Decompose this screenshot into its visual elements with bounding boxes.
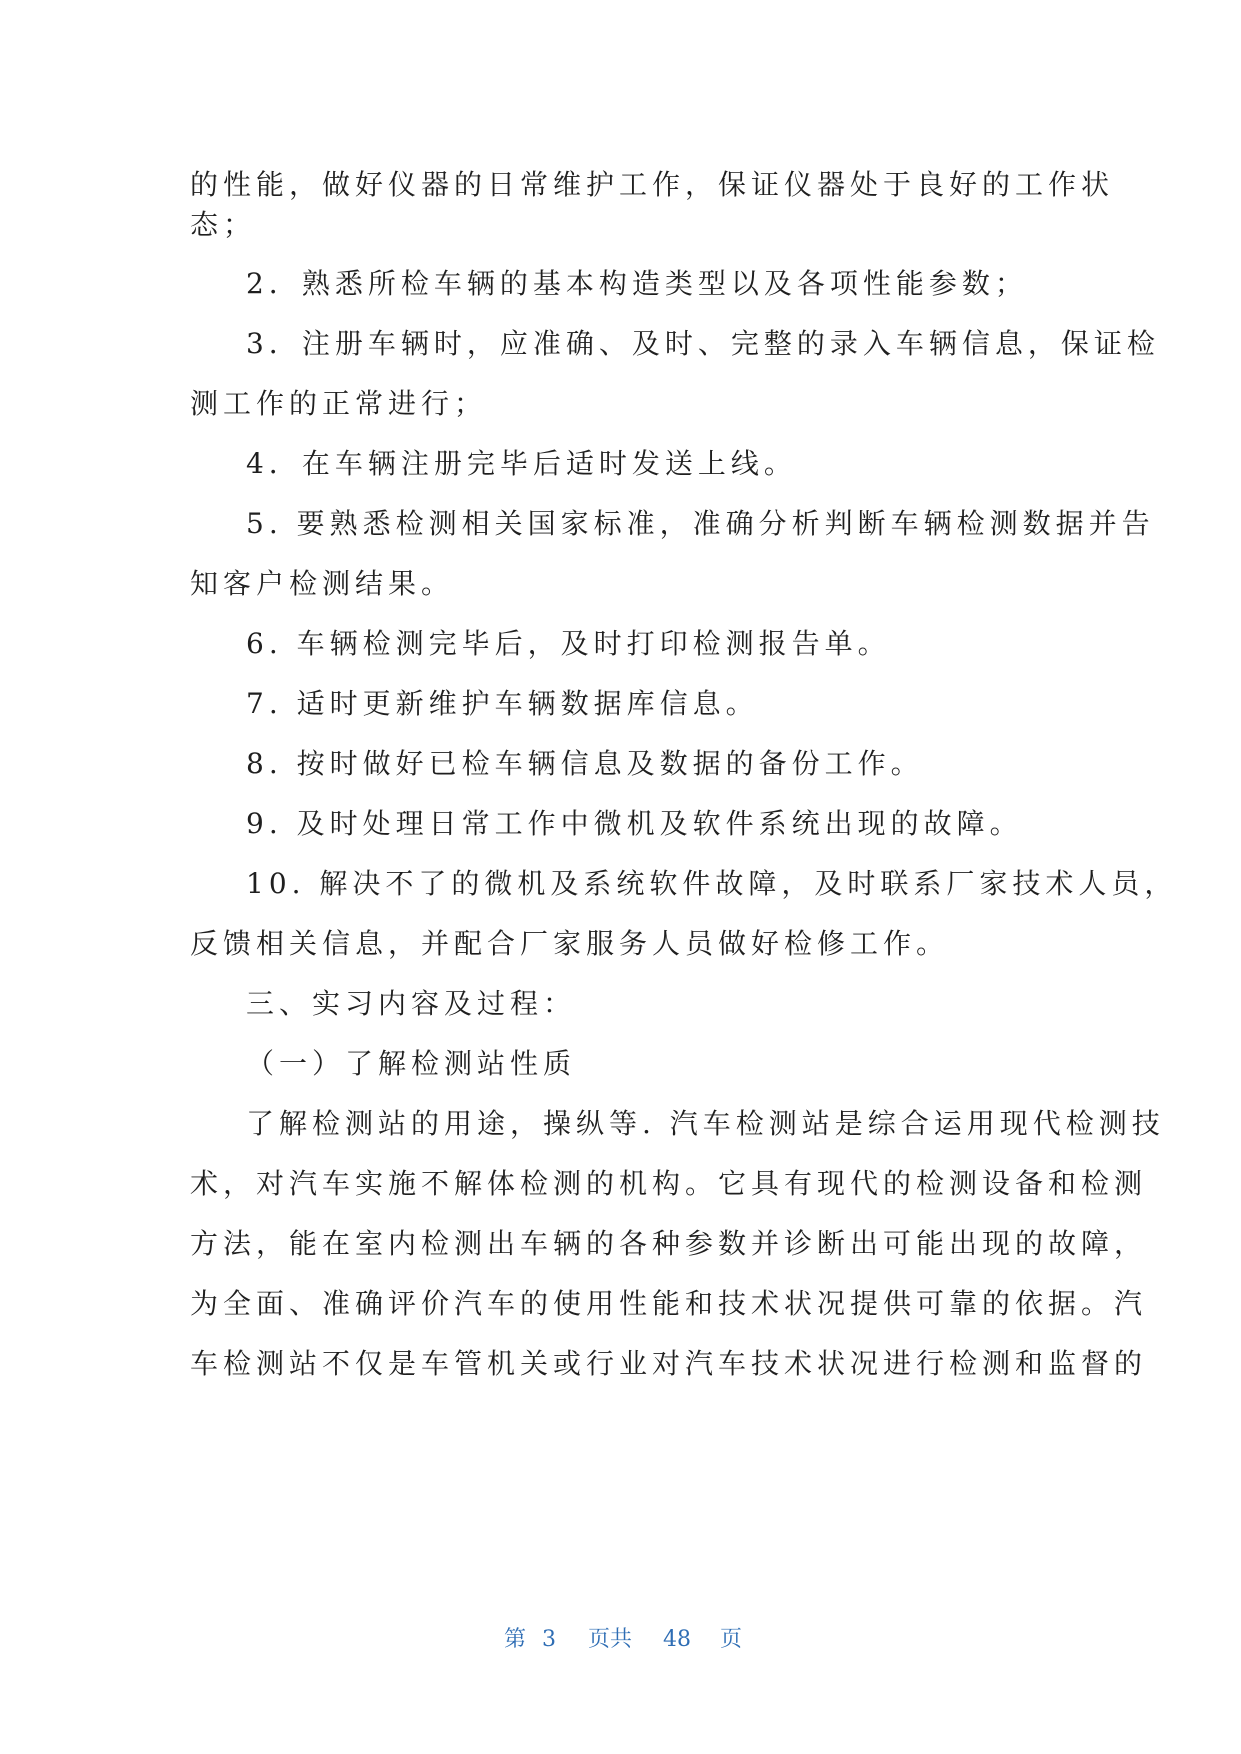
footer-prefix: 第 bbox=[504, 1627, 527, 1652]
footer-suffix: 页 bbox=[720, 1627, 743, 1652]
list-item-7: 7. 适时更新维护车辆数据库信息。 bbox=[246, 687, 759, 720]
list-item-8: 8. 按时做好已检车辆信息及数据的备份工作。 bbox=[246, 747, 924, 780]
text-line: 态； bbox=[190, 208, 257, 241]
paragraph-line: 为全面、准确评价汽车的使用性能和技术状况提供可靠的依据。汽 bbox=[190, 1287, 1148, 1320]
list-item-9: 9. 及时处理日常工作中微机及软件系统出现的故障。 bbox=[246, 807, 1023, 840]
list-item-5: 5. 要熟悉检测相关国家标准，准确分析判断车辆检测数据并告 bbox=[246, 507, 1155, 540]
paragraph-line: 方法，能在室内检测出车辆的各种参数并诊断出可能出现的故障， bbox=[190, 1227, 1148, 1260]
page-footer bbox=[0, 1620, 1241, 1660]
footer-mid: 页共 bbox=[588, 1627, 633, 1652]
paragraph-line: 车检测站不仅是车管机关或行业对汽车技术状况进行检测和监督的 bbox=[190, 1347, 1148, 1380]
text-line: 测工作的正常进行； bbox=[190, 387, 488, 420]
list-item-4: 4．在车辆注册完毕后适时发送上线。 bbox=[246, 447, 797, 480]
page-number: 3 bbox=[542, 1627, 556, 1652]
section-heading: 三、实习内容及过程： bbox=[246, 987, 577, 1020]
list-item-2: 2．熟悉所检车辆的基本构造类型以及各项性能参数； bbox=[246, 267, 1028, 300]
list-item-6: 6. 车辆检测完毕后，及时打印检测报告单。 bbox=[246, 627, 891, 660]
list-item-3: 3．注册车辆时，应准确、及时、完整的录入车辆信息，保证检 bbox=[246, 327, 1160, 360]
paragraph-line: 术，对汽车实施不解体检测的机构。它具有现代的检测设备和检测 bbox=[190, 1167, 1148, 1200]
text-line: 反馈相关信息，并配合厂家服务人员做好检修工作。 bbox=[190, 927, 950, 960]
text-line: 的性能，做好仪器的日常维护工作，保证仪器处于良好的工作状 bbox=[190, 168, 1115, 201]
text-line: 知客户检测结果。 bbox=[190, 567, 455, 600]
page-total: 48 bbox=[663, 1627, 691, 1652]
list-item-10: 10. 解决不了的微机及系统软件故障，及时联系厂家技术人员， bbox=[246, 867, 1178, 900]
paragraph-line: 了解检测站的用途，操纵等. 汽车检测站是综合运用现代检测技 bbox=[246, 1107, 1165, 1140]
subsection-heading: （一）了解检测站性质 bbox=[246, 1047, 577, 1080]
